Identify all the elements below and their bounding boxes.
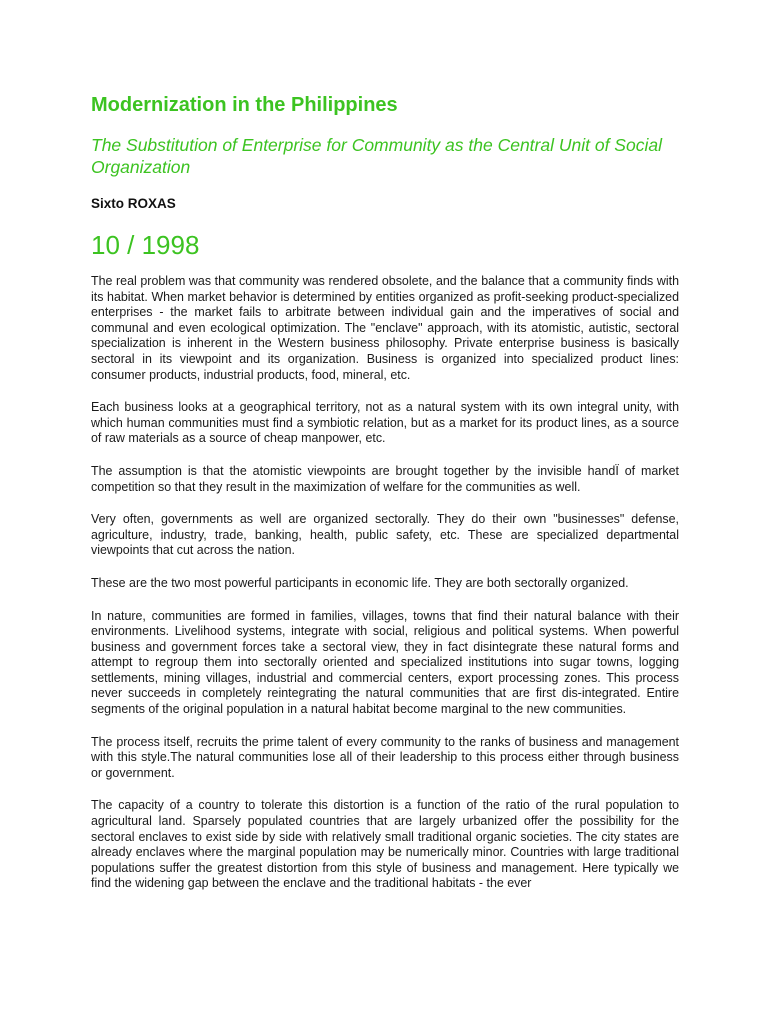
body-paragraph-7: The process itself, recruits the prime talent of every community to the ranks of business and management with this style.The natural communities lose all of their leadership to this process either through business or government. [91,734,679,780]
body-paragraph-8: The capacity of a country to tolerate this distortion is a function of the ratio of the rural population to agricultural land. Sparsely populated countries that are largely urbanized offer the possibility for the sectoral enclaves to exist side by side with relatively small traditional organic societies. The city states are already enclaves where the marginal population may be numerically minor. Countries with large traditional populations suffer the greatest distortion from this style of business and management. Here typically we find the widening gap between the enclave and the traditional habitats - the ever [91,798,679,891]
body-paragraph-5: These are the two most powerful participants in economic life. They are both sectorally organized. [91,575,629,590]
document-body [91,274,679,892]
body-paragraph-2: Each business looks at a geographical territory, not as a natural system with its own integral unity, with which human communities must find a symbiotic relation, but as a market for its product lines, as a source of raw materials as a source of cheap manpower, etc. [91,400,679,446]
document-date: 10 / 1998 [91,230,200,260]
body-paragraph-6: In nature, communities are formed in families, villages, towns that find their natural balance with their environments. Livelihood systems, integrate with social, religious and political systems. When powerful business and government forces take a sectoral view, they in fact disintegrate these natural forms and attempt to regroup them into sectorally oriented and specialized institutions into sugar towns, logging settlements, mining villages, industrial and commercial centers, export processing zones. This process never succeeds in completely reintegrating the natural communities that are first dis-integrated. Entire segments of the original population in a natural habitat become marginal to the new communities. [91,608,679,717]
document-page [91,92,679,892]
body-paragraph-4: Very often, governments as well are organized sectorally. They do their own "businesses" defense, agriculture, industry, trade, banking, health, public safety, etc. These are specialized departmental viewpoints that cut across the nation. [91,512,679,558]
document-author: Sixto ROXAS [91,196,176,211]
document-title: Modernization in the Philippines [91,94,398,116]
document-subtitle: The Substitution of Enterprise for Community as the Central Unit of Social Organization [91,135,662,177]
body-paragraph-1: The real problem was that community was rendered obsolete, and the balance that a community finds with its habitat. When market behavior is determined by entities organized as profit-seeking product-specialized enterprises - the market fails to arbitrate between individual gain and the imperatives of social and communal and even ecological optimization. The "enclave" approach, with its atomistic, autistic, sectoral specialization is inherent in the Western business philosophy. Private enterprise business is basically sectoral in its viewpoint and its organization. Business is organized into specialized product lines: consumer products, industrial products, food, mineral, etc. [91,274,679,382]
body-paragraph-3: The assumption is that the atomistic viewpoints are brought together by the invisible handÏ of market competition so that they result in the maximization of welfare for the communities as well. [91,463,679,494]
